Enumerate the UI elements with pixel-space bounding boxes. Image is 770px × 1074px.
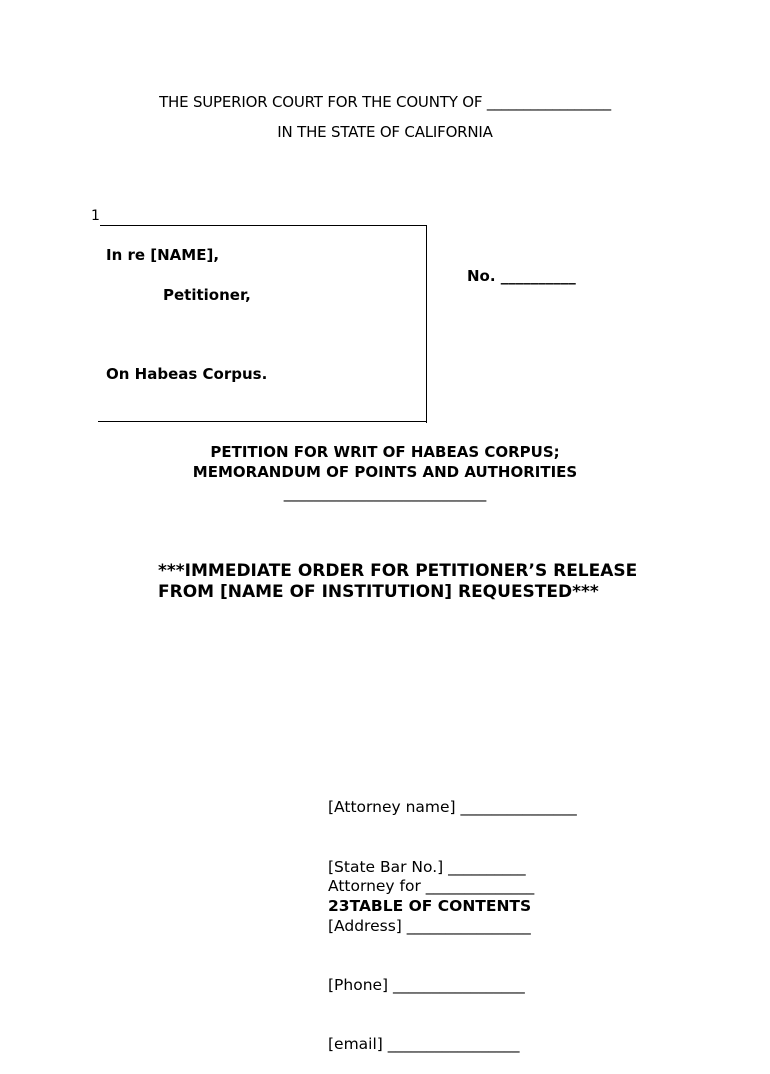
document-title-line-1: PETITION FOR WRIT OF HABEAS CORPUS; (210, 443, 560, 461)
immediate-order-line-2: FROM [NAME OF INSTITUTION] REQUESTED*** (158, 582, 599, 602)
caption-box-right-rule (426, 225, 427, 423)
court-state-line: IN THE STATE OF CALIFORNIA (277, 123, 493, 141)
court-name-line: THE SUPERIOR COURT FOR THE COUNTY OF _________________ (159, 93, 611, 111)
caption-in-re: In re [NAME], (106, 246, 220, 264)
immediate-order-line-1: ***IMMEDIATE ORDER FOR PETITIONER’S RELEASE (158, 561, 638, 581)
caption-habeas-corpus: On Habeas Corpus. (106, 365, 268, 383)
attorney-info-block (328, 759, 577, 1074)
attorney-address: [Address] ________________ (328, 916, 531, 935)
attorney-email: [email] _________________ (328, 1034, 520, 1053)
line-number-marker: 1 (91, 208, 100, 224)
caption-box-bottom-rule (98, 421, 427, 422)
attorney-name: [Attorney name] _______________ (328, 798, 577, 817)
table-of-contents-heading: 23TABLE OF CONTENTS (328, 897, 532, 915)
document-title-line-2: MEMORANDUM OF POINTS AND AUTHORITIES (192, 463, 578, 481)
attorney-for-line: Attorney for ______________ (328, 877, 535, 895)
caption-box-top-rule (100, 225, 427, 226)
attorney-phone: [Phone] _________________ (328, 975, 525, 994)
document-title-rule: ___________________________ (283, 484, 487, 502)
attorney-state-bar: [State Bar No.] __________ (328, 857, 526, 876)
caption-petitioner: Petitioner, (163, 286, 251, 304)
case-number: No. __________ (467, 267, 576, 285)
